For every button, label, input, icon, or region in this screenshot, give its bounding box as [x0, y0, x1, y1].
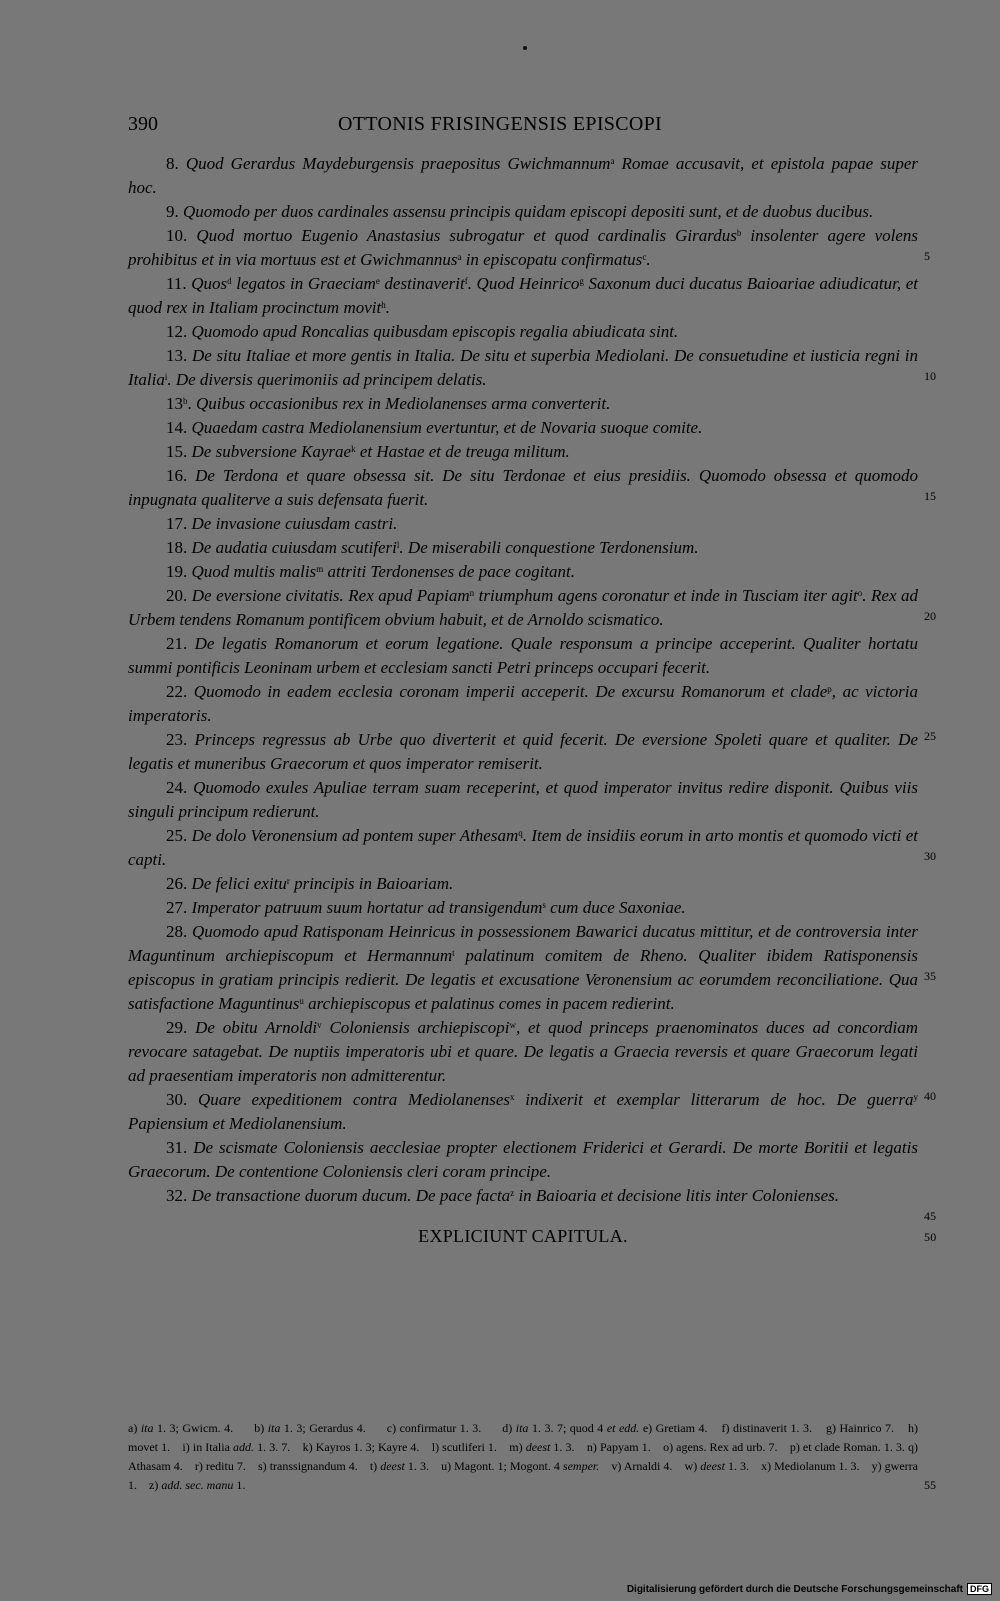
chapter-title: De obitu Arnoldi$^v$ Coloniensis archiepiscopi$^w$, et quod princeps praenominatos duces ad concordiam revocare satagebat. De nuptiis imperatoris ubi et quare. De legatis a Graecia reversis et quare Graecorum legati ad praesentiam imperatoris non admitterentur. [128, 1018, 918, 1085]
chapter-entry [128, 680, 918, 728]
chapter-entry [128, 320, 918, 344]
chapter-title: Quomodo exules Apuliae terram suam receperint, et quod imperator invitus redire disponit. Quibus viis singuli principum redierunt. [128, 778, 918, 821]
chapter-number: 18. [166, 538, 188, 557]
chapter-number: 31. [166, 1138, 188, 1157]
chapter-entry [128, 224, 918, 272]
footnote-text: a) ita 1. 3; Gwicm. 4. b) ita 1. 3; Gerardus 4. c) confirmatur 1. 3. d) ita 1. 3. 7; quod 4 et edd. e) Gretiam 4. f) distinaverit 1. 3. g) Hainrico 7. h) movet 1. i) in Italia add. 1. 3. 7. k) Kayros 1. 3; Kayre 4. l) scutliferi 1. m) deest 1. 3. n) Papyam 1. o) agens. Rex ad urb. 7. p) et clade Roman. 1. 3. q) Athasam 4. r) reditu 7. s) transsignandum 4. t) deest 1. 3. u) Magont. 1; Mogont. 4 semper. v) Arnaldi 4. w) deest 1. 3. x) Mediolanum 1. 3. y) gwerra 1. z) add. sec. manu 1. [128, 1421, 919, 1492]
chapter-title: De transactione duorum ducum. De pace facta$^z$ in Baioaria et decisione litis inter Colonienses. [191, 1186, 840, 1205]
chapter-entry [128, 632, 918, 680]
chapter-number: 20. [166, 586, 188, 605]
chapter-title: De legatis Romanorum et eorum legatione. Quale responsum a principe acceperint. Qualiter hortatu summi pontificis Leoninam urbem et ecclesiam sancti Petri princeps occupari fecerit. [128, 634, 919, 677]
chapter-number: 30. [166, 1090, 188, 1109]
chapter-title: Quod multis malis$^m$ attriti Terdonenses de pace cogitant. [191, 562, 576, 581]
chapter-number: 19. [166, 562, 188, 581]
chapter-title: De Terdona et quare obsessa sit. De situ Terdonae et eius presidiis. Quomodo obsessa et quomodo inpugnata qualiterve a suis defensata fuerit. [128, 466, 919, 509]
digitization-credit [627, 1583, 992, 1595]
chapter-entry [128, 896, 918, 920]
chapter-number: 32. [166, 1186, 188, 1205]
chapter-title: De felici exitu$^r$ principis in Baioariam. [191, 874, 454, 893]
chapter-number: 8. [166, 154, 179, 173]
chapter-entry [128, 392, 918, 416]
speck-mark [523, 46, 527, 50]
line-number: 30 [924, 849, 936, 863]
line-number: 15 [924, 489, 936, 503]
chapter-title: Quomodo apud Roncalias quibusdam episcopis regalia abiudicata sint. [191, 322, 679, 341]
chapter-number: 29. [166, 1018, 188, 1037]
chapter-title: Quomodo apud Ratisponam Heinricus in possessionem Bawarici ducatus mittitur, et de controversia inter Maguntinum archiepiscopum et Hermannum$^t$ palatinum comitem de Rheno. Qualiter ibidem Ratisponensis episcopus in gratiam principis redierit. De legatis et excusatione Veronensium ac eorumdem reconciliatione. Qua satisfactione Maguntinus$^u$ archiepiscopus et palatinus comes in pacem redierint. [128, 922, 918, 1013]
chapter-number: 21. [166, 634, 188, 653]
line-number: 55 [924, 1478, 936, 1492]
credit-text: Digitalisierung gefördert durch die Deutsche Forschungsgemeinschaft [626, 1583, 963, 1595]
explicit-line [128, 1226, 937, 1247]
chapter-title: Quomodo in eadem ecclesia coronam imperii acceperit. De excursu Romanorum et clade$^p$, ac victoria imperatoris. [128, 682, 919, 725]
chapter-entry [128, 416, 918, 440]
explicit-text: EXPLICIUNT CAPITULA. [418, 1226, 628, 1246]
chapter-number: 25. [166, 826, 188, 845]
chapter-title: Quod Gerardus Maydeburgensis praepositus Gwichmannum$^a$ Romae accusavit, et epistola papae super hoc. [128, 154, 918, 197]
chapter-title: De audatia cuiusdam scutiferi$^l$. De miserabili conquestione Terdonensium. [191, 538, 699, 557]
chapter-title: Quomodo per duos cardinales assensu principis quidam episcopi depositi sunt, et de duobus ducibus. [183, 202, 874, 221]
chapter-entry [128, 536, 918, 560]
chapter-number: 12. [166, 322, 188, 341]
chapter-title: De eversione civitatis. Rex apud Papiam$^n$ triumphum agens coronatur et inde in Tusciam iter agit$^o$. Rex ad Urbem tendens Romanum pontificem obvium habuit, et de Arnoldo scismatico. [128, 586, 919, 629]
chapter-title: De dolo Veronensium ad pontem super Athesam$^q$. Item de insidiis eorum in arto montis et quomodo victi et capti. [128, 826, 918, 869]
line-number: 45 [924, 1209, 936, 1223]
chapter-number: 13$^b$. [166, 394, 192, 413]
chapter-entry [128, 1088, 918, 1136]
line-number: 10 [924, 369, 936, 383]
page-number: 390 [128, 113, 158, 135]
chapter-title: De situ Italiae et more gentis in Italia. De situ et superbia Mediolani. De consuetudine et iusticia regni in Italia$^i$. De diversis querimoniis ad principem delatis. [128, 346, 918, 389]
chapter-entry [128, 560, 918, 584]
line-number: 5 [924, 249, 930, 263]
chapter-entry [128, 776, 918, 824]
chapter-entry [128, 344, 918, 392]
chapter-number: 26. [166, 874, 188, 893]
chapter-number: 17. [166, 514, 188, 533]
chapter-entry [128, 872, 918, 896]
chapter-number: 27. [166, 898, 188, 917]
line-number: 50 [924, 1230, 937, 1244]
chapter-number: 23. [166, 730, 188, 749]
chapter-entry [128, 1184, 918, 1208]
chapter-title: Quos$^d$ legatos in Graeciam$^e$ destinaverit$^f$. Quod Heinrico$^g$ Saxonum duci ducatus Baioariae adiudicatur, et quod rex in Italiam procinctum movit$^h$. [128, 274, 918, 317]
chapter-title: Quaedam castra Mediolanensium evertuntur, et de Novaria suoque comite. [191, 418, 703, 437]
chapter-number: 11. [166, 274, 187, 293]
chapter-entry [128, 512, 918, 536]
chapter-entry [128, 920, 918, 1016]
chapter-entry [128, 584, 918, 632]
chapter-entry [128, 1016, 918, 1088]
chapter-entry [128, 1136, 918, 1184]
chapter-number: 14. [166, 418, 188, 437]
footnotes [128, 1419, 936, 1495]
chapter-title: Quibus occasionibus rex in Mediolanenses arma converterit. [196, 394, 611, 413]
chapter-title: Quare expeditionem contra Mediolanenses$^x$ indixerit et exemplar litterarum de hoc. De guerra$^y$ Papiensium et Mediolanensium. [128, 1090, 918, 1133]
chapter-title: De scismate Coloniensis aecclesiae propter electionem Friderici et Gerardi. De morte Boritii et legatis Graecorum. De contentione Coloniensis cleri coram principe. [128, 1138, 918, 1181]
chapter-number: 13. [166, 346, 188, 365]
chapter-number: 28. [166, 922, 188, 941]
chapter-entry [128, 824, 918, 872]
chapter-title: De subversione Kayrae$^k$ et Hastae et de treuga militum. [191, 442, 570, 461]
chapter-number: 24. [166, 778, 188, 797]
line-number: 40 [924, 1089, 936, 1103]
chapter-number: 15. [166, 442, 188, 461]
chapter-title: De invasione cuiusdam castri. [191, 514, 398, 533]
chapter-list [128, 152, 937, 1247]
chapter-number: 22. [166, 682, 188, 701]
chapter-entry [128, 200, 918, 224]
chapter-title: Quod mortuo Eugenio Anastasius subrogatur et quod cardinalis Girardus$^b$ insolenter agere volens prohibitus et in via mortuus est et Gwichmannus$^a$ in episcopatu confirmatus$^c$. [128, 226, 919, 269]
chapter-number: 10. [166, 226, 188, 245]
chapter-number: 16. [166, 466, 188, 485]
chapter-entry [128, 272, 918, 320]
chapter-title: Princeps regressus ab Urbe quo diverterit et quid fecerit. De eversione Spoleti quare et qualiter. De legatis et muneribus Graecorum et quos imperator remiserit. [128, 730, 918, 773]
chapter-number: 9. [166, 202, 179, 221]
line-number: 35 [924, 969, 936, 983]
chapter-entry [128, 464, 918, 512]
page-header [0, 113, 1000, 141]
dfg-logo: DFG [967, 1583, 992, 1595]
chapter-entry [128, 728, 918, 776]
chapter-title: Imperator patruum suum hortatur ad transigendum$^s$ cum duce Saxoniae. [191, 898, 686, 917]
chapter-entry [128, 152, 918, 200]
line-number: 20 [924, 609, 936, 623]
running-title: OTTONIS FRISINGENSIS EPISCOPI [338, 113, 662, 135]
line-number: 25 [924, 729, 936, 743]
chapter-entry [128, 440, 918, 464]
